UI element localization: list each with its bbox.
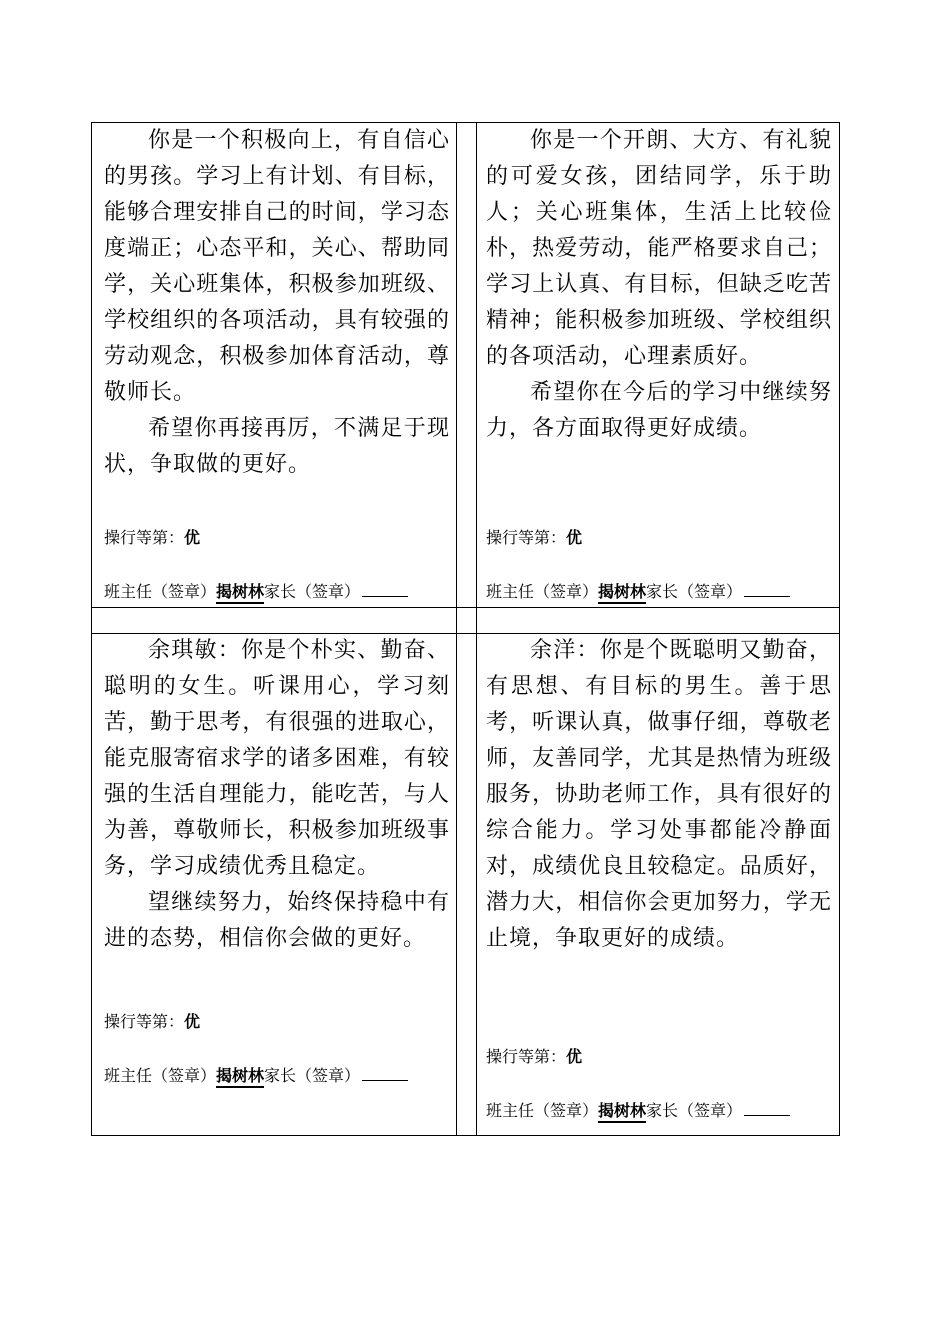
comment-paragraph: 余洋：你是个既聪明又勤奋，有思想、有目标的男生。善于思考，听课认真，做事仔细，尊敬老师，友善同学，尤其是热情为班级服务，协助老师工作，具有很好的综合能力。学习处事都能冷静面对，成绩优良且较稳定。品质好，潜力大，相信你会更加努力，学无止境，争取更好的成绩。 (486, 638, 832, 951)
comment-paragraph: 你是一个开朗、大方、有礼貌的可爱女孩，团结同学，乐于助人；关心班集体，生活上比较俭朴，热爱劳动，能严格要求自己；学习上认真、有目标，但缺乏吃苦精神；能积极参加班级、学校组织的各项活动，心理素质好。 (486, 128, 832, 369)
parent-signature-blank (362, 1066, 408, 1081)
comment-card-1 (104, 123, 450, 607)
teacher-sign-label: 班主任（签章） (486, 582, 599, 601)
comment-card-2 (486, 123, 832, 607)
comment-paragraph: 希望你在今后的学习中继续努力，各方面取得更好成绩。 (486, 380, 832, 441)
grade-value: 优 (184, 1012, 201, 1031)
grade-value: 优 (566, 528, 583, 547)
teacher-sign-label: 班主任（签章） (486, 1101, 599, 1120)
signature-line (104, 1063, 408, 1086)
comment-paragraph: 望继续努力，始终保持稳中有进的态势，相信你会做的更好。 (104, 890, 450, 951)
teacher-name: 揭树林 (216, 582, 264, 604)
comment-paragraph: 你是一个积极向上，有自信心的男孩。学习上有计划、有目标，能够合理安排自己的时间，学习态度端正；心态平和，关心、帮助同学，关心班集体，积极参加班级、学校组织的各项活动，具有较强的劳动观念，积极参加体育活动，尊敬师长。 (104, 128, 450, 405)
teacher-name: 揭树林 (216, 1066, 264, 1088)
grade-value: 优 (184, 528, 201, 547)
comment-card-3 (104, 633, 450, 1135)
row-divider-top (92, 607, 839, 608)
parent-signature-blank (744, 582, 790, 597)
teacher-sign-label: 班主任（签章） (104, 582, 217, 601)
teacher-sign-label: 班主任（签章） (104, 1066, 217, 1085)
parent-sign-label: 家长（签章） (646, 1101, 743, 1120)
comment-card-4 (486, 633, 832, 1135)
conduct-grade (104, 525, 200, 548)
teacher-name: 揭树林 (598, 1101, 646, 1123)
grade-label: 操行等第： (486, 1047, 567, 1066)
grade-label: 操行等第： (104, 528, 185, 547)
grade-label: 操行等第： (104, 1012, 185, 1031)
comment-paragraph: 希望你再接再厉，不满足于现状，争取做的更好。 (104, 416, 450, 477)
parent-signature-blank (362, 582, 408, 597)
grade-label: 操行等第： (486, 528, 567, 547)
grade-value: 优 (566, 1047, 583, 1066)
comment-paragraph: 余琪敏：你是个朴实、勤奋、聪明的女生。听课用心，学习刻苦，勤于思考，有很强的进取心，能克服寄宿求学的诸多困难，有较强的生活自理能力，能吃苦，与人为善，尊敬师长，积极参加班级事务，学习成绩优秀且稳定。 (104, 638, 450, 879)
conduct-grade (104, 1009, 200, 1032)
conduct-grade (486, 525, 582, 548)
comment-sheet-table (91, 122, 840, 1136)
column-divider-right (476, 123, 477, 1135)
column-divider-left (456, 123, 457, 1135)
signature-line (486, 1098, 790, 1121)
teacher-name: 揭树林 (598, 582, 646, 604)
signature-line (486, 579, 790, 602)
parent-signature-blank (744, 1101, 790, 1116)
parent-sign-label: 家长（签章） (264, 1066, 361, 1085)
conduct-grade (486, 1044, 582, 1067)
parent-sign-label: 家长（签章） (646, 582, 743, 601)
signature-line (104, 579, 408, 602)
parent-sign-label: 家长（签章） (264, 582, 361, 601)
